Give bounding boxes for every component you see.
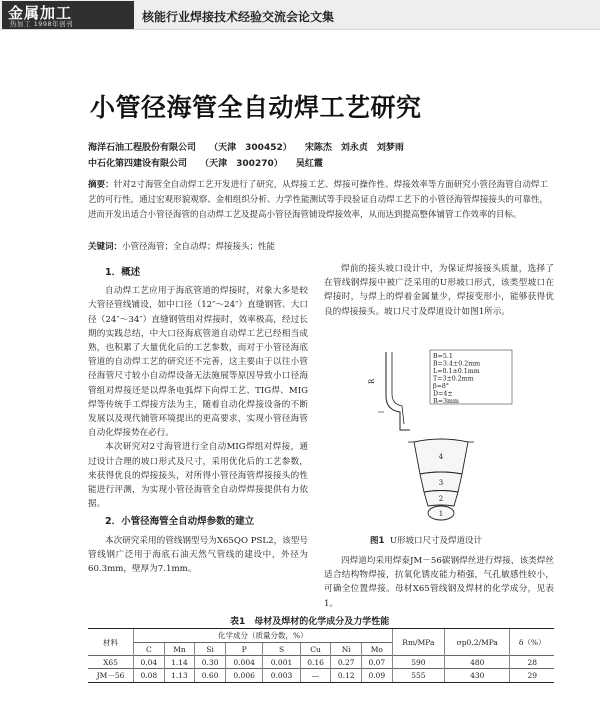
- bead-number: 1: [438, 510, 444, 518]
- section-1-heading: 1．概述: [105, 267, 141, 278]
- cell-rm: 555: [392, 669, 444, 683]
- affiliation-org: 海洋石油工程股份有限公司: [88, 143, 197, 153]
- affiliation-org: 中石化第四建设有限公司: [88, 159, 188, 169]
- cell-value: 0.12: [331, 669, 362, 683]
- param-line: R=3mm: [433, 398, 459, 405]
- cell-delta: 28: [510, 656, 554, 669]
- element-header: C: [134, 643, 165, 656]
- cell-value: 0.09: [362, 669, 393, 683]
- param-line: B=3.4±0.2mm: [433, 360, 481, 368]
- figure-caption: [370, 534, 482, 546]
- left-column: [88, 262, 308, 576]
- composition-table: [88, 628, 554, 683]
- cell-value: 0.04: [134, 656, 165, 669]
- keywords-text: 小管径海管；全自动焊；焊接接头；性能: [122, 242, 276, 252]
- affiliation-1: [88, 140, 414, 153]
- affiliation-authors: 吴红霞: [295, 159, 323, 169]
- element-header: Si: [195, 643, 226, 656]
- logo-sub-text: 热加工 1998年创刊: [10, 20, 74, 28]
- cell-rp: 430: [445, 669, 510, 683]
- abstract-text: 针对2寸海管全自动焊工艺开发进行了研究，从焊接工艺、焊接可操作性、焊接效率等方面研究小管径海管自动焊工艺的可行性，通过宏观形貌观察、金相组织分析、力学性能测试等手段验证自动焊工艺下的小管径海管焊接接头的可靠性，进而开发出适合小管径海管的自动焊工艺及提高小管径海管铺设焊接效率，从而达到提高整体铺管工作效率的目标。: [88, 180, 548, 220]
- section-2-paragraph-1: 本次研究采用的管线钢型号为X65QO PSL2，该型号管线钢广泛用于海底石油天然气管线的建设中，外径为60.3mm，壁厚为7.1mm。: [88, 535, 308, 575]
- header-rm: Rm/MPa: [392, 629, 444, 656]
- header-rp: σp0.2/MPa: [445, 629, 510, 656]
- right-paragraph-2: 四焊道均采用焊泰JM－56碳钢焊丝进行焊接，该类焊丝适合结构物焊接，抗氧化锈皮能力稍强，气孔敏感性较小，可确全位置焊接。母材X65管线钢及焊材的化学成分，见表1。: [324, 556, 554, 609]
- table-caption: 表1 母材及焊材的化学成分及力学性能: [230, 617, 390, 627]
- param-line: T=3±0.2mm: [433, 375, 474, 383]
- cell-value: 1.14: [164, 656, 195, 669]
- journal-logo: [2, 1, 134, 29]
- paper-title: 小管径海管全自动焊工艺研究: [90, 93, 422, 122]
- cell-value: 1.13: [164, 669, 195, 683]
- element-header: Ni: [331, 643, 362, 656]
- journal-header: [0, 0, 600, 30]
- cell-value: 0.08: [134, 669, 165, 683]
- table-row: [88, 656, 554, 669]
- section-1-paragraph-2: 本次研究对2寸海管进行全自动MIG焊组对焊接，通过设计合理的坡口形式及尺寸，采用优化后的工艺参数，来获得优良的焊接接头，对所得小管径海管焊接接头的性能进行评测，为实现小管径海管全自动焊焊接提供有力依据。: [88, 442, 308, 510]
- cell-value: 0.30: [195, 656, 226, 669]
- figure-caption-text: U形坡口尺寸及焊道设计: [389, 536, 482, 546]
- element-header: Mo: [362, 643, 393, 656]
- element-header: Cu: [300, 643, 331, 656]
- cell-value: 0.006: [225, 669, 262, 683]
- abstract-label: 摘要：: [88, 180, 114, 190]
- param-line: D=4±: [433, 390, 453, 398]
- section-1-paragraph-1: 自动焊工艺应用于海底管道的焊接时，对象大多是较大管径管线铺设，如中口径（12″～24″）直缝钢管、大口径（24″～34″）直缝钢管组对焊接时，效率极高，经过长期的实践总结，中大口径海底管道自动焊工艺已经相当成熟，也积累了大量优化后的工艺参数，而对于小管径海底管道的自动焊工艺的研究还不完善，这主要由于以往小管径海管尺寸较小自动焊设备无法施展等原因导致小口径海管组对焊接还是以焊条电弧焊下向焊工艺、TIG焊、MIG焊等传统手工焊接方法为主，随着自动化焊接设备的不断发展以及现代铺管环境提出的更高要求，实现小管径海管自动化焊接势在必行。: [88, 286, 308, 439]
- groove-profile-line: [386, 352, 410, 430]
- bead-number: 4: [438, 453, 444, 461]
- element-header: S: [263, 643, 300, 656]
- cell-material: X65: [88, 656, 134, 669]
- cell-delta: 29: [510, 669, 554, 683]
- cell-value: 0.001: [263, 656, 300, 669]
- figure-r-label: R: [368, 378, 376, 384]
- right-column-top: [324, 262, 554, 319]
- cell-value: 0.27: [331, 656, 362, 669]
- keywords: [88, 240, 275, 252]
- affiliation-authors: 宋陈杰 刘永贞 刘梦雨: [304, 143, 404, 153]
- bead-number: 2: [438, 495, 444, 503]
- abstract: [88, 178, 548, 223]
- affiliation-city: （天津 300452）: [209, 143, 292, 153]
- right-column-bottom: [324, 554, 554, 611]
- section-2-heading: 2．小管径海管全自动焊参数的建立: [105, 516, 255, 528]
- affiliation-city: （天津 300270）: [200, 159, 283, 169]
- figure-caption-label: 图1: [370, 536, 385, 546]
- param-line: β=8°: [433, 383, 450, 390]
- groove-profile-inner: [392, 352, 404, 424]
- logo-main-text: 金属加工: [8, 4, 73, 22]
- header-composition: 化学成分（质量分数，%）: [134, 629, 393, 643]
- cell-value: 0.07: [362, 656, 393, 669]
- groove-design-figure: [368, 346, 514, 534]
- element-header: P: [225, 643, 262, 656]
- series-title: 核能行业焊接技术经验交流会论文集: [142, 10, 335, 24]
- param-line: L=0.1±0.1mm: [433, 368, 480, 375]
- cell-value: 0.004: [225, 656, 262, 669]
- cell-value: 0.60: [195, 669, 226, 683]
- cell-value: 0.16: [300, 656, 331, 669]
- cell-material: JM－56: [88, 669, 134, 683]
- header-delta: δ（%）: [510, 629, 554, 656]
- affiliation-2: [88, 156, 333, 169]
- param-line: B=5.1: [433, 353, 453, 360]
- cell-value: —: [300, 669, 331, 683]
- cell-rp: 480: [445, 656, 510, 669]
- cell-value: 0.003: [263, 669, 300, 683]
- bead-number: 3: [438, 479, 444, 487]
- table-header-row: [88, 629, 554, 643]
- header-material: 材料: [88, 629, 134, 656]
- right-paragraph-1: 焊前的接头坡口设计中，为保证焊接接头质量，选择了在管线钢焊接中被广泛采用的U形坡口形式，该类型坡口在焊接时，与焊上的焊着金属量少，焊接变形小，能够获得优良的焊接接头。坡口尺寸及焊道设计如图1所示。: [324, 264, 554, 317]
- cell-rm: 590: [392, 656, 444, 669]
- element-header: Mn: [164, 643, 195, 656]
- table-row: [88, 669, 554, 683]
- keywords-label: 关键词：: [88, 242, 123, 252]
